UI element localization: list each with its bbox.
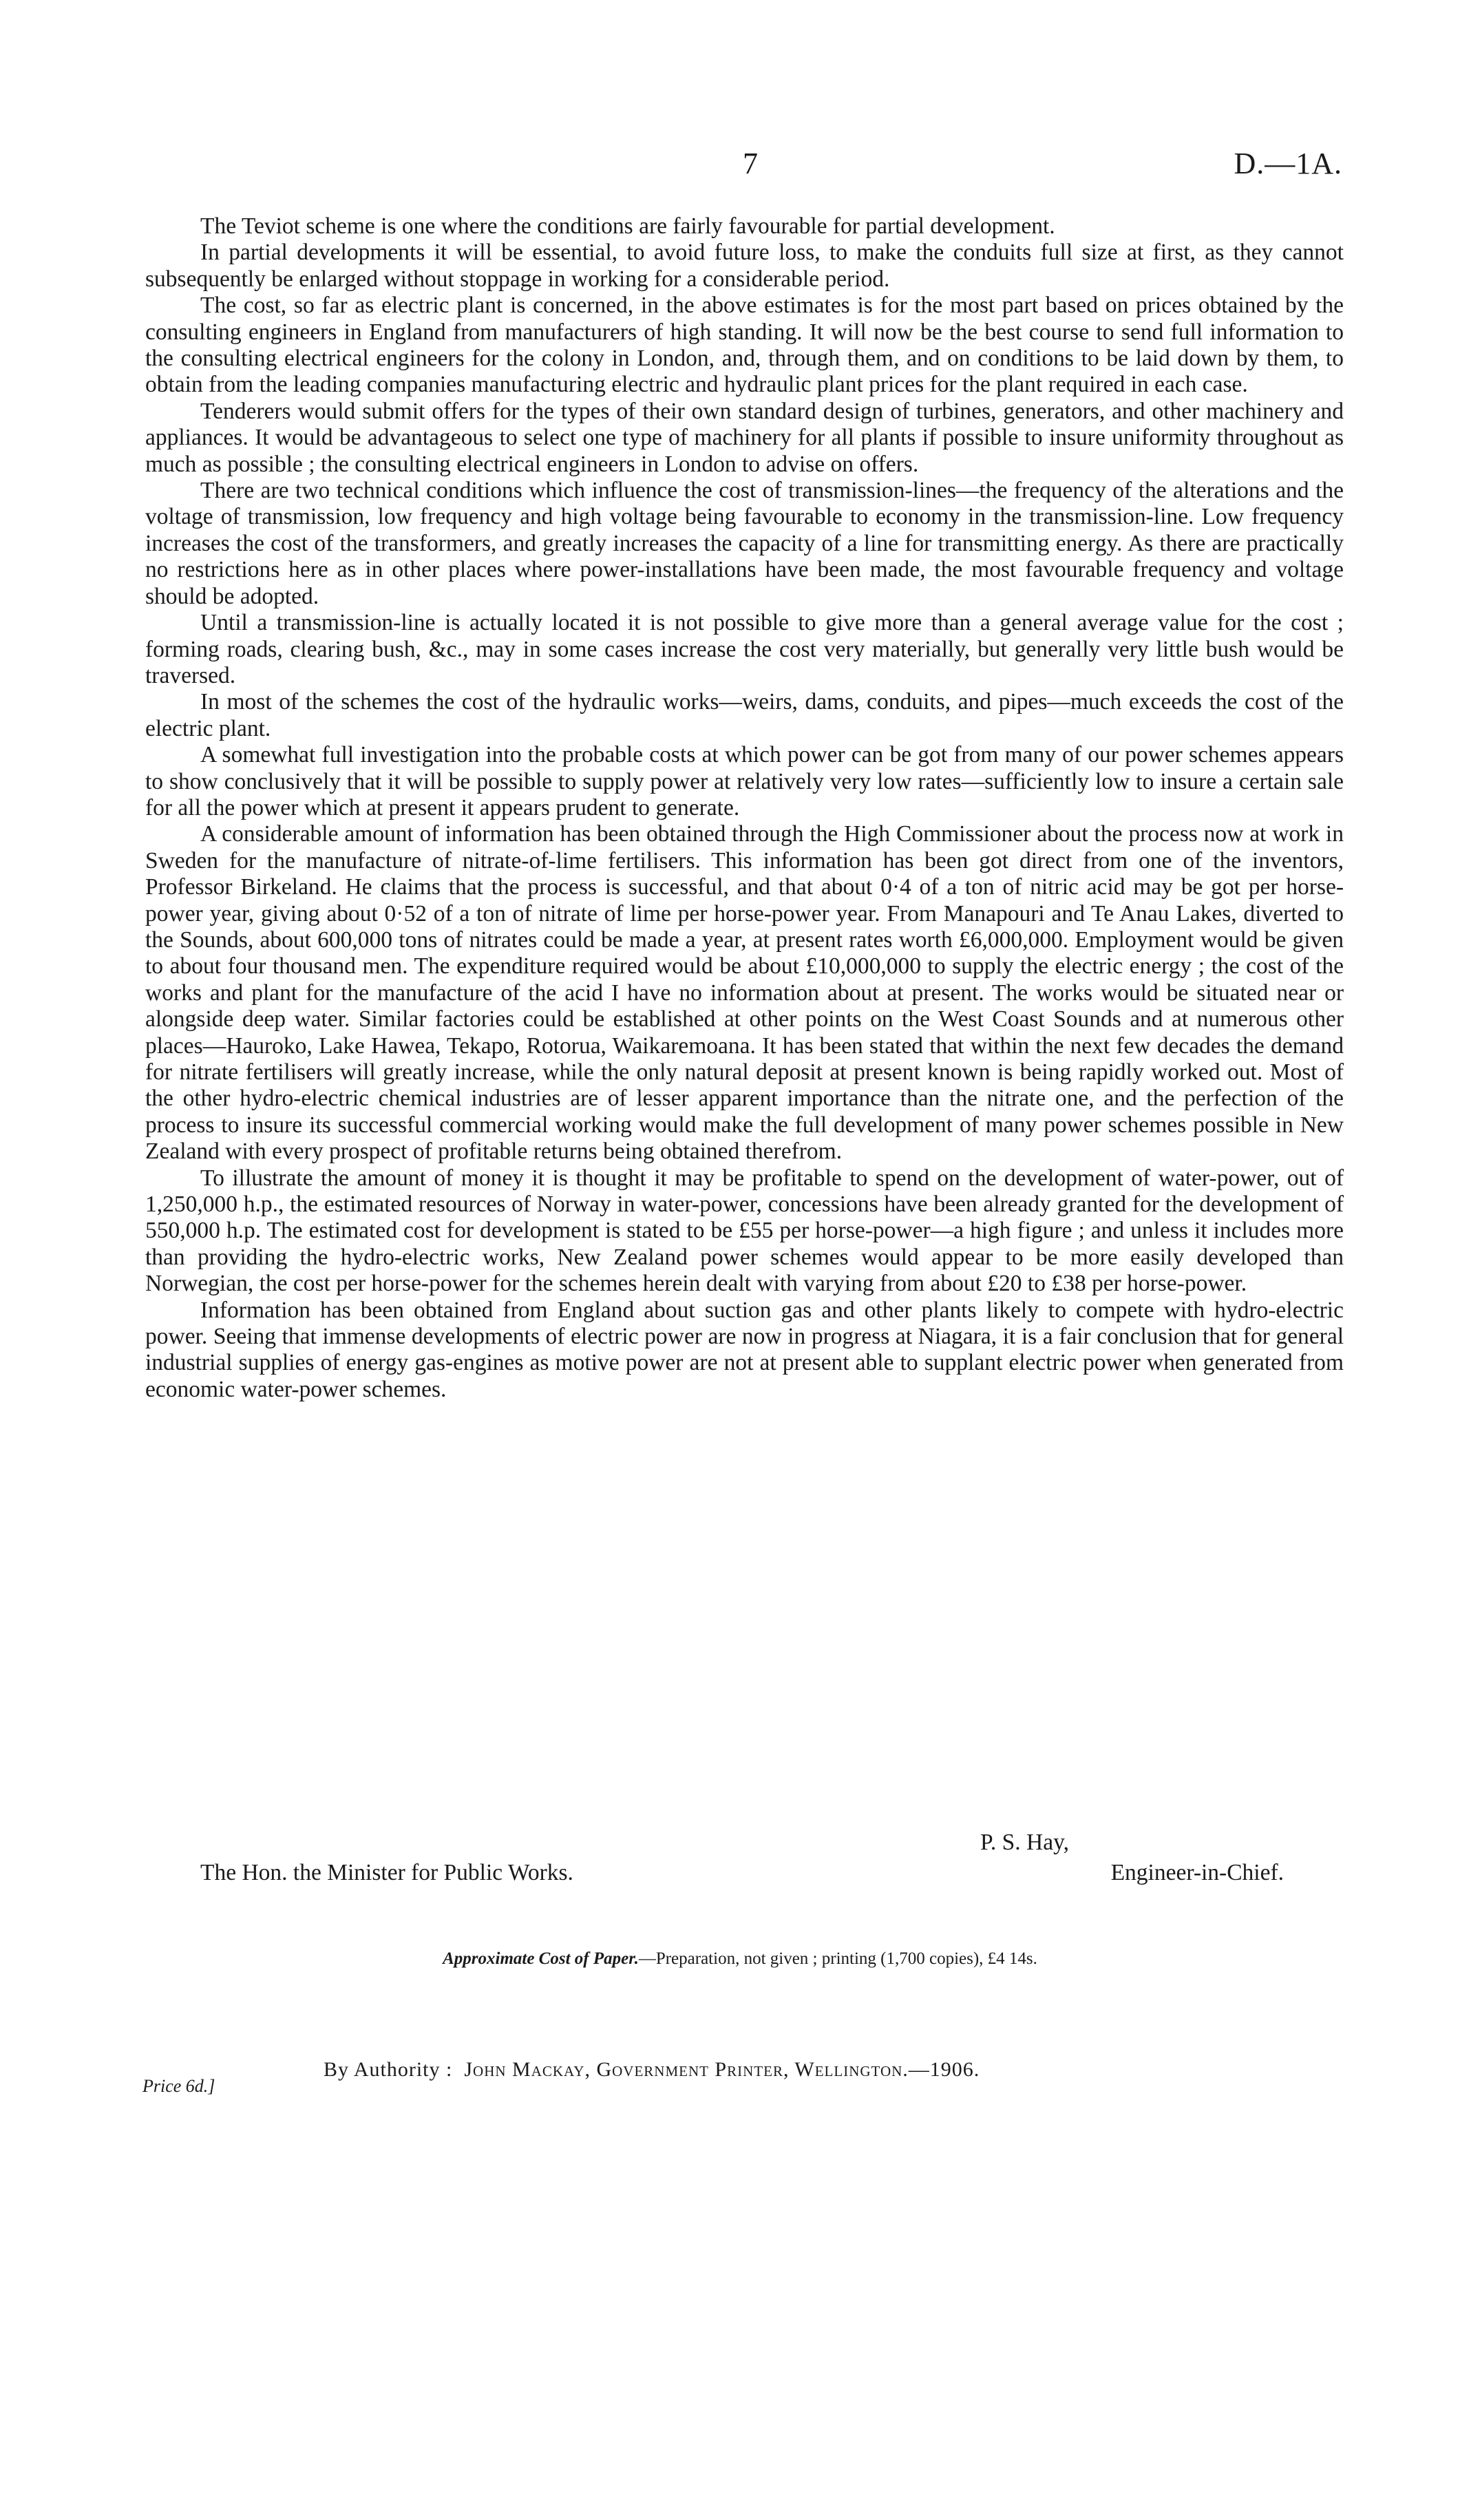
- paragraph: In most of the schemes the cost of the hydraulic works—weirs, dams, conduits, and pipes—much exceeds the cost of the electric plant.: [145, 689, 1344, 741]
- paragraph: A considerable amount of information has been obtained through the High Commissioner about the process now at work in Sweden for the manufacture of nitrate-of-lime fertilisers. This information has been got direct from one of the inventors, Professor Birkeland. He claims that the process is successful, and that about 0·4 of a ton of nitric acid may be got per horse-power year, giving about 0·52 of a ton of nitrate of lime per horse-power year. From Manapouri and Te Anau Lakes, diverted to the Sounds, about 600,000 tons of nitrates could be made a year, at present rates worth £6,000,000. Employment would be given to about four thousand men. The expenditure required would be about £10,000,000 to supply the electric energy ; the cost of the works and plant for the manufacture of the acid I have no information about at present. The works would be situated near or alongside deep water. Similar factories could be established at other points on the West Coast Sounds and at numerous other places—Hauroko, Lake Hawea, Tekapo, Rotorua, Waikaremoana. It has been stated that within the next few decades the demand for nitrate fertilisers will greatly increase, while the only natural deposit at present known is being rapidly worked out. Most of the other hydro-electric chemical industries are of lesser apparent importance than the nitrate one, and the perfection of the process to insure its successful commercial working would make the full development of many power schemes possible in New Zealand with every prospect of profitable returns being obtained therefrom.: [145, 821, 1344, 1165]
- addressee: The Hon. the Minister for Public Works.: [200, 1860, 573, 1885]
- by-authority: By Authority :: [324, 2058, 453, 2081]
- paragraph: A somewhat full investigation into the probable costs at which power can be got from many of our power schemes appears to show conclusively that it will be possible to supply power at relatively very low rates—sufficiently low to insure a certain sale for all the power which at present it appears prudent to generate.: [145, 742, 1344, 820]
- signatory-title: Engineer-in-Chief.: [1110, 1860, 1284, 1885]
- paragraph: The Teviot scheme is one where the conditions are fairly favourable for partial development.: [200, 213, 1055, 239]
- paragraph: To illustrate the amount of money it is thought it may be profitable to spend on the development of water-power, out of 1,250,000 h.p., the estimated resources of Norway in water-power, concessions have been already granted for the development of 550,000 h.p. The estimated cost for development is stated to be £55 per horse-power—a high figure ; and unless it includes more than providing the hydro-electric works, New Zealand power schemes would appear to be more easily developed than Norwegian, the cost per horse-power for the schemes herein dealt with varying from about £20 to £38 per horse-power.: [145, 1165, 1344, 1297]
- price: Price 6d.]: [142, 2076, 215, 2096]
- page-number: 7: [743, 147, 758, 180]
- cost-note-label: Approximate Cost of Paper.: [443, 1949, 639, 1968]
- body-text: [145, 213, 1344, 1403]
- cost-note-text: —Preparation, not given ; printing (1,700 copies), £4 14s.: [638, 1949, 1037, 1968]
- signatory-name: P. S. Hay,: [980, 1830, 1070, 1855]
- paragraph: Tenderers would submit offers for the types of their own standard design of turbines, generators, and other machinery and appliances. It would be advantageous to select one type of machinery for all plants if possible to insure uniformity throughout as much as possible ; the consulting electrical engineers in London to advise on offers.: [145, 398, 1344, 477]
- paragraph: Information has been obtained from England about suction gas and other plants likely to compete with hydro-electric power. Seeing that immense developments of electric power are now in progress at Niagara, it is a fair conclusion that for general industrial supplies of energy gas-engines as motive power are not at present able to supplant electric power when generated from economic water-power schemes.: [145, 1297, 1344, 1402]
- cost-of-paper-note: [0, 1949, 1480, 1969]
- paragraph: The cost, so far as electric plant is concerned, in the above estimates is for the most part based on prices obtained by the consulting engineers in England from manufacturers of high standing. It will now be the best course to send full information to the consulting electrical engineers for the colony in London, and, through them, and on conditions to be laid down by them, to obtain from the leading companies manufacturing electric and hydraulic plant prices for the plant required in each case.: [145, 293, 1344, 398]
- paragraph: Until a transmission-line is actually located it is not possible to give more than a general average value for the cost ; forming roads, clearing bush, &c., may in some cases increase the cost very materially, but generally very little bush would be traversed.: [145, 610, 1344, 688]
- paragraph: In partial developments it will be essential, to avoid future loss, to make the conduits full size at first, as they cannot subsequently be enlarged without stoppage in working for a considerable period.: [145, 240, 1344, 292]
- document-reference: D.—1A.: [1234, 147, 1342, 180]
- paragraph: There are two technical conditions which influence the cost of transmission-lines—the frequency of the alterations and the voltage of transmission, low frequency and high voltage being favourable to economy in the transmission-line. Low frequency increases the cost of the transformers, and greatly increases the capacity of a line for transmitting energy. As there are practically no restrictions here as in other places where power-installations have been made, the most favourable frequency and voltage should be adopted.: [145, 478, 1344, 609]
- printer-imprint: John Mackay, Government Printer, Wellington.—1906.: [464, 2058, 980, 2081]
- printer-footer: [324, 2058, 980, 2082]
